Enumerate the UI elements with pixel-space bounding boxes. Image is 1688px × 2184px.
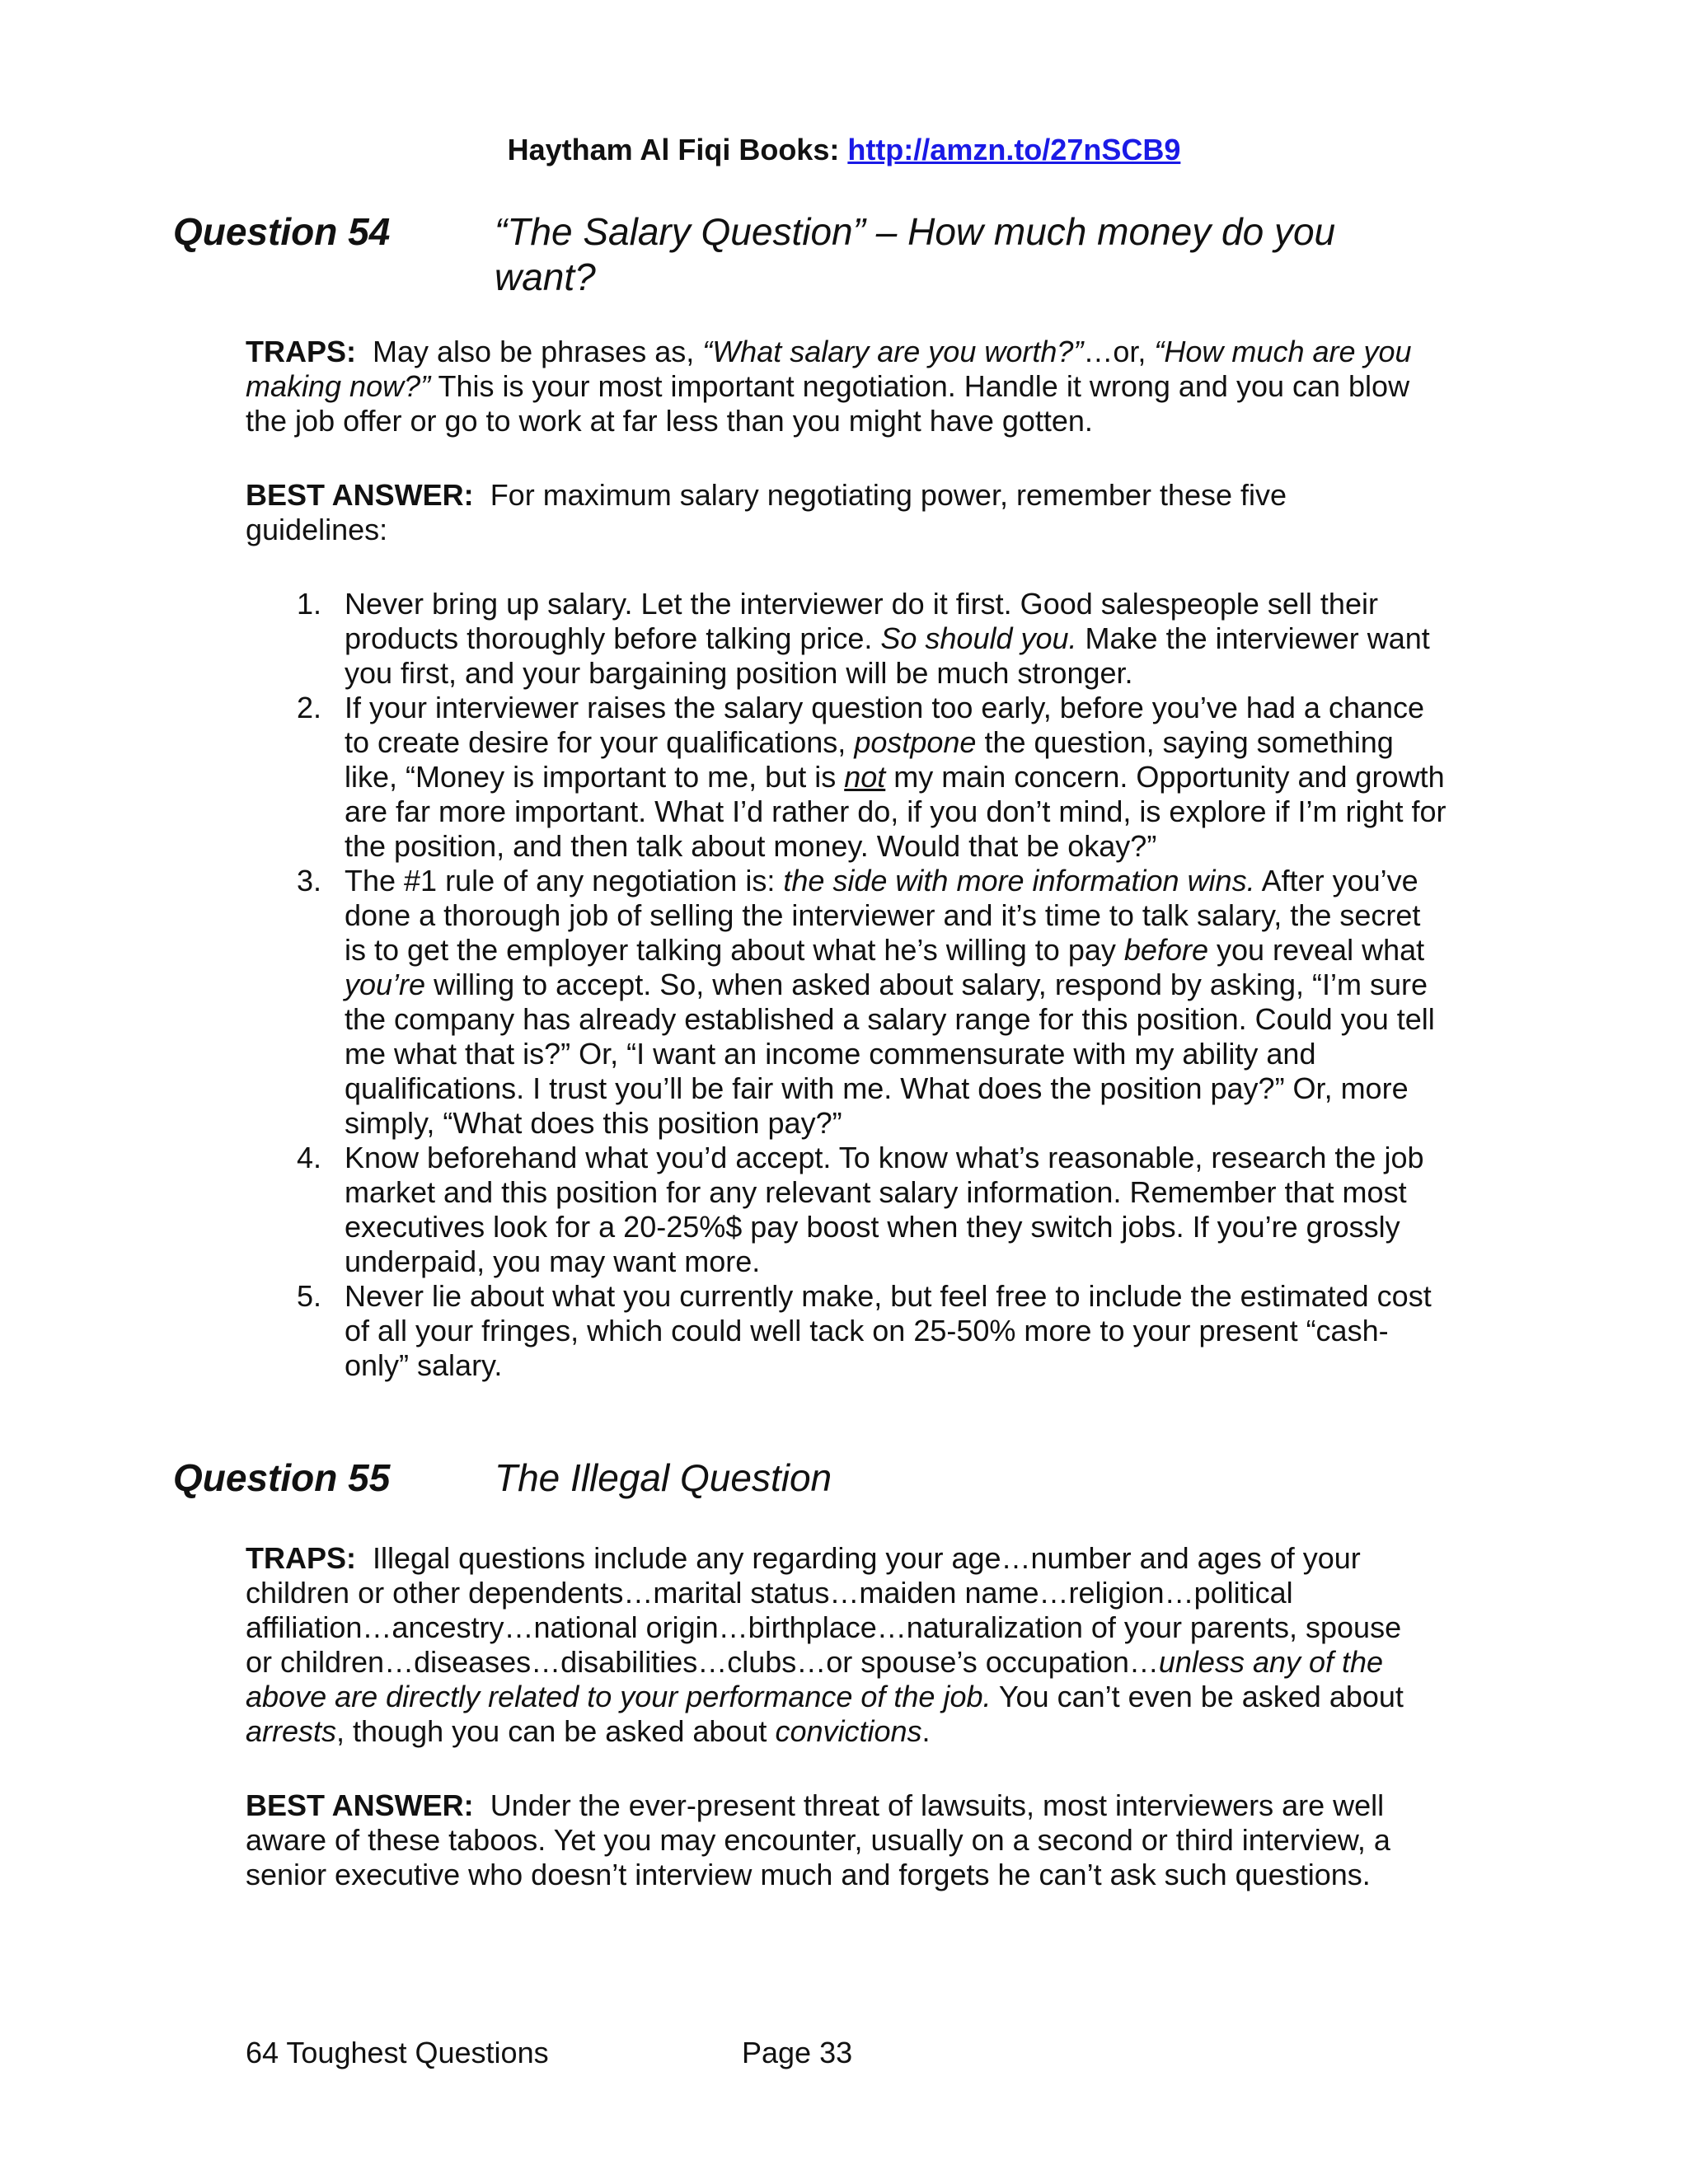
list-text: Know beforehand what you’d accept. To know what’s reasonable, research the job market and this position for any relevant salary information. Remember that most executives look for a 20-25%$ pay boost when they switch jobs. If you’re grossly underpaid, you may want more. xyxy=(345,1141,1424,1278)
list-item xyxy=(246,864,1449,1141)
question-54-best-answer xyxy=(246,478,1432,547)
list-text: the question, saying something like, “Money is important to me, but is xyxy=(345,725,1394,794)
traps-label: TRAPS: xyxy=(246,1541,356,1575)
traps-text: …or, xyxy=(1083,335,1155,368)
traps-italic: unless any of the above are directly related to your performance of the job. xyxy=(246,1645,1384,1713)
list-underline: not xyxy=(844,760,886,794)
list-number: 2. xyxy=(297,691,322,724)
list-text: Make the interviewer want you first, and your bargaining position will be much stronger. xyxy=(345,621,1430,690)
traps-italic: arrests xyxy=(246,1714,337,1748)
books-link[interactable]: http://amzn.to/27nSCB9 xyxy=(847,133,1181,166)
list-text: my main concern. Opportunity and growth are far more important. What I’d rather do, if you don’t mind, is explore if I’m right for the position, and then talk about money. Would that be okay?” xyxy=(345,760,1447,863)
list-item xyxy=(246,1279,1449,1383)
list-text: you reveal what xyxy=(1207,933,1425,967)
list-italic: So should you. xyxy=(880,621,1077,655)
question-54-traps xyxy=(246,335,1432,438)
best-answer-label: BEST ANSWER: xyxy=(246,478,474,512)
question-55-number: Question 55 xyxy=(173,1456,391,1499)
list-italic: postpone xyxy=(854,725,977,759)
list-text: After you’ve done a thorough job of selling the interviewer and it’s time to talk salary, the secret is to get the employer talking about what he’s willing to pay xyxy=(345,864,1421,967)
list-italic: the side with more information wins. xyxy=(783,864,1255,898)
traps-italic: “What salary are you worth?” xyxy=(702,335,1084,368)
question-54-number: Question 54 xyxy=(173,210,391,253)
header-prefix: Haytham Al Fiqi Books: xyxy=(507,133,848,166)
question-55-title: The Illegal Question xyxy=(495,1456,832,1499)
footer-book-title: 64 Toughest Questions xyxy=(246,2036,549,2069)
best-answer-text: For maximum salary negotiating power, remember these five guidelines: xyxy=(246,478,1287,546)
list-number: 1. xyxy=(297,587,322,621)
list-item xyxy=(246,587,1449,691)
traps-text: May also be phrases as, xyxy=(373,335,703,368)
traps-label: TRAPS: xyxy=(246,335,356,368)
traps-text: , though you can be asked about xyxy=(336,1714,776,1748)
question-54-heading xyxy=(173,209,1459,300)
question-54-title: “The Salary Question” – How much money do you want? xyxy=(495,210,1336,298)
list-item xyxy=(246,691,1449,864)
page-header xyxy=(0,132,1688,168)
question-55-best-answer xyxy=(246,1788,1432,1892)
footer-page-number: Page 33 xyxy=(742,2036,853,2069)
list-text: Never bring up salary. Let the interviewer do it first. Good salespeople sell their products thoroughly before talking price. xyxy=(345,587,1378,655)
traps-text: You can’t even be asked about xyxy=(991,1680,1404,1713)
question-55-heading xyxy=(173,1455,1459,1501)
list-italic: before xyxy=(1123,933,1208,967)
best-answer-text: Under the ever-present threat of lawsuits, most interviewers are well aware of these taboos. Yet you may encounter, usually on a second or third interview, a senior executive who doesn’t interview much and forgets he can’t ask such questions. xyxy=(246,1788,1390,1891)
traps-text: Illegal questions include any regarding your age…number and ages of your children or other dependents…marital status…maiden name…religion…political affiliation…ancestry…national origin…birthplace…naturalization of your parents, spouse or children…diseases…disabilities…clubs…or spouse’s occupation… xyxy=(246,1541,1402,1679)
list-item xyxy=(246,1141,1449,1279)
question-55-traps xyxy=(246,1541,1432,1749)
traps-italic: “How much are you making now?” xyxy=(246,335,1412,403)
traps-text: This is your most important negotiation. Handle it wrong and you can blow the job offer or go to work at far less than you might have gotten. xyxy=(246,369,1410,438)
traps-text: . xyxy=(921,1714,931,1748)
list-text: The #1 rule of any negotiation is: xyxy=(345,864,784,898)
list-text: If your interviewer raises the salary question too early, before you’ve had a chance to create desire for your qualifications, xyxy=(345,691,1425,759)
list-number: 5. xyxy=(297,1279,322,1313)
list-text: willing to accept. So, when asked about salary, respond by asking, “I’m sure the company has already established a salary range for this position. Could you tell me what that is?” Or, “I want an income commensurate with my ability and qualifications. I trust you’ll be fair with me. What does the position pay?” Or, more simply, “What does this position pay?” xyxy=(345,968,1435,1140)
list-italic: you’re xyxy=(345,968,426,1001)
list-text: Never lie about what you currently make, but feel free to include the estimated cost of all your fringes, which could well tack on 25-50% more to your present “cash-only” salary. xyxy=(345,1279,1432,1382)
list-number: 4. xyxy=(297,1141,322,1174)
list-number: 3. xyxy=(297,864,322,898)
salary-guidelines-list xyxy=(246,587,1449,1383)
traps-italic: convictions xyxy=(775,1714,922,1748)
best-answer-label: BEST ANSWER: xyxy=(246,1788,474,1822)
